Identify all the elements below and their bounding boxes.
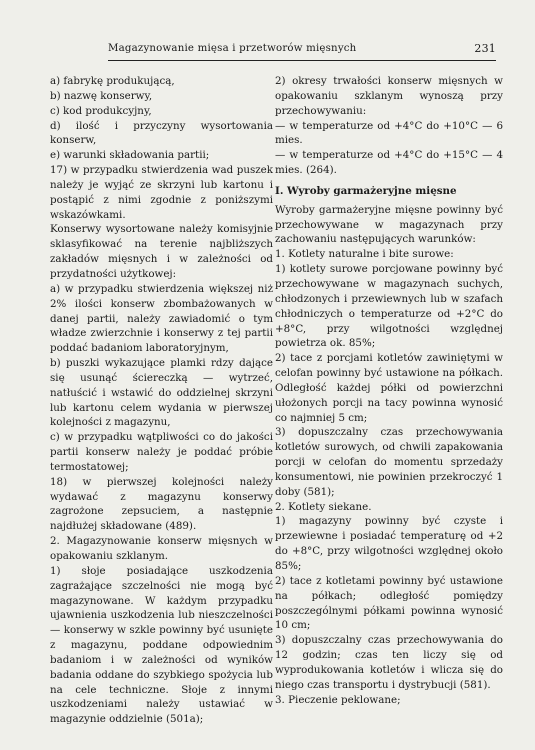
subsection-1-heading: 1. Kotlety naturalne i bite surowe: — [275, 248, 454, 261]
paragraph-minced-2: 2) tace z kotletami powinny być ustawione na półkach; odległość pomiędzy poszczególnymi półkami powinna wynosić 10 cm; — [275, 574, 503, 632]
section-I-heading: I. Wyroby garmażeryjne mięsne — [275, 184, 457, 197]
list-item-d: d) ilość i przyczyny wysortowania konserw, — [50, 119, 273, 147]
right-column — [275, 74, 503, 707]
paragraph-18: 18) w pierwszej kolejności należy wydawać z magazynu konserwy zagrożone zepsuciem, a następnie najdłużej składowane (489). — [50, 475, 273, 533]
subsection-3-heading: 3. Pieczenie peklowane; — [275, 693, 401, 706]
list-item-b: b) nazwę konserwy, — [50, 89, 153, 102]
running-header — [108, 43, 496, 61]
paragraph-17: 17) w przypadku stwierdzenia wad puszek należy je wyjąć ze skrzyni lub kartonu i postąpić z nimi zgodnie z poniższymi wskazówkami. — [50, 164, 273, 221]
paragraph-intro: Wyroby garmażeryjne mięsne powinny być przechowywane w magazynach przy zachowaniu następujących warunków: — [275, 203, 503, 246]
temperature-line-2: — w temperaturze od +4°C do +15°C — 4 mies. (264). — [275, 149, 503, 177]
paragraph-jars-2: 2) okresy trwałości konserw mięsnych w opakowaniu szklanym wynoszą przy przechowywaniu: — [275, 75, 503, 117]
paragraph-cutlets-2: 2) tace z porcjami kotletów zawiniętymi w celofan powinny być ustawione na półkach. Odległość każdej półki od powierzchni ułożonych porcji na tacy powinna wynosić co najmniej 5 cm; — [275, 352, 503, 424]
paragraph-minced-3: 3) dopuszczalny czas przechowywania do 12 godzin; czas ten liczy się od wyprodukowania kotletów i wlicza się do niego czas transportu i dystrybucji (581). — [275, 634, 503, 691]
paragraph-minced-1: 1) magazyny powinny być czyste i przewiewne i posiadać temperaturę od +2 do +8°C, przy wilgotności względnej około 85%; — [275, 515, 503, 572]
paragraph-cutlets-3: 3) dopuszczalny czas przechowywania kotletów surowych, od chwili zapakowania porcji w celofan do momentu sprzedaży konsumentowi, nie powinien przekroczyć 1 doby (581); — [275, 426, 503, 498]
list-item-c: c) kod produkcyjny, — [50, 104, 152, 117]
left-column — [50, 74, 273, 727]
header-title: Magazynowanie mięsa i przetworów mięsnych — [108, 43, 357, 54]
list-item-e: e) warunki składowania partii; — [50, 149, 210, 162]
paragraph-classification: Konserwy wysortowane należy komisyjnie sklasyfikować na terenie najbliższych zakładów mięsnych i w zależności od przydatności użytkowej: — [50, 223, 273, 280]
temperature-line-1: — w temperaturze od +4°C do +10°C — 6 mies. — [275, 119, 503, 147]
subsection-2-heading: 2. Kotlety siekane. — [275, 500, 372, 513]
paragraph-case-c: c) w przypadku wątpliwości co do jakości partii konserw należy je poddać próbie termostatowej; — [50, 431, 273, 473]
page-number: 231 — [474, 42, 496, 55]
paragraph-cutlets-1: 1) kotlety surowe porcjowane powinny być przechowywane w magazynach suchych, chłodzonych i przewiewnych lub w szafach chłodniczych o temperaturze od +2°C do +8°C, przy wilgotności względnej powietrza ok. 85%; — [275, 263, 503, 350]
paragraph-case-b: b) puszki wykazujące plamki rdzy dające się usunąć ściereczką — wytrzeć, natłuścić i wstawić do oddzielnej skrzyni lub kartonu celem wydania w pierwszej kolejności z magazynu, — [50, 357, 273, 429]
paragraph-jars-1: 1) słoje posiadające uszkodzenia zagrażające szczelności nie mogą być magazynowane. W każdym przypadku ujawnienia uszkodzenia lub nieszczelności — konserwy w szkle powinny być usunięte z magazynu, poddane odpowiednim badaniom i w zależności od wyników badania oddane do szybkiego spożycia lub na cele techniczne. Słoje z innymi uszkodzeniami należy ustawiać w magazynie oddzielnie (501a); — [50, 564, 273, 726]
section-2-heading: 2. Magazynowanie konserw mięsnych w opakowaniu szklanym. — [50, 535, 273, 562]
paragraph-case-a: a) w przypadku stwierdzenia większej niż 2% ilości konserw zbombażowanych w danej partii, należy zawiadomić o tym władze zwierzchnie i konserwy z tej partii poddać badaniom laboratoryjnym, — [50, 282, 273, 355]
list-item-a: a) fabrykę produkującą, — [50, 75, 175, 87]
